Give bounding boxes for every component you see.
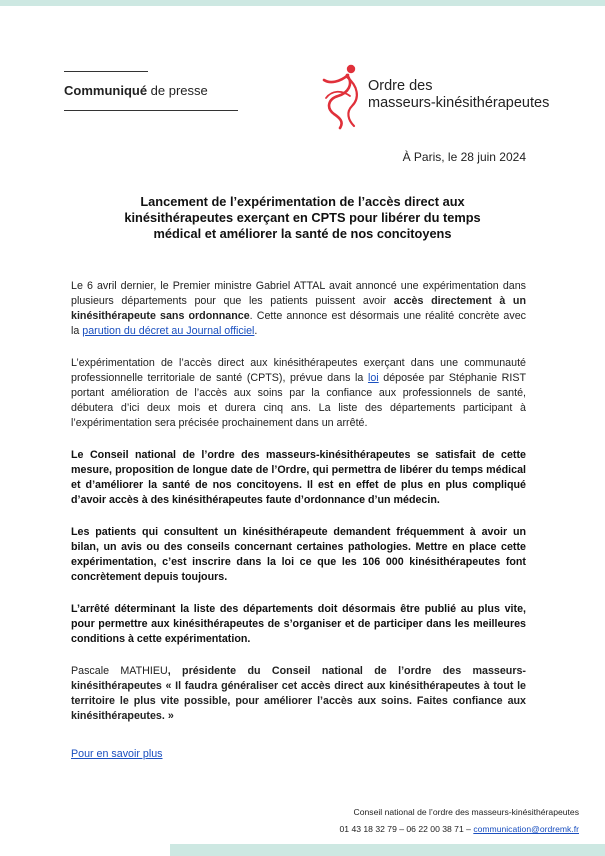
paragraph-5: L’arrêté déterminant la liste des départements doit désormais être publié au plus vite, pour permettre aux kinésithérapeutes de s’organiser et de participer dans les meilleures conditions à cette expérimentation. <box>71 603 526 645</box>
footer-org: Conseil national de l’ordre des masseurs-kinésithérapeutes <box>353 807 579 817</box>
press-label-bold: Communiqué <box>64 83 148 98</box>
paragraph-4: Les patients qui consultent un kinésithérapeute demandent fréquemment à avoir un bilan, un avis ou des conseils concernant certaines pathologies. Mettre en place cette expérimentation, c’est inscrire dans la loi ce que les 106 000 kinésithérapeutes font concrètement depuis toujours. <box>71 526 526 583</box>
press-date: À Paris, le 28 juin 2024 <box>402 150 526 164</box>
paragraph-2 <box>71 356 526 431</box>
footer-phones-line <box>340 821 580 838</box>
footer-contact <box>340 804 580 838</box>
org-name-line1: Ordre des <box>368 78 433 94</box>
footer-phones: 01 43 18 32 79 – 06 22 00 38 71 – <box>339 824 474 834</box>
p6-name: Pascale MATHIEU <box>71 665 168 677</box>
p1-text: Le 6 avril dernier, le Premier ministre Gabriel ATTAL avait annoncé une expérimentation dans plusieurs départements pour que les patients puissent avoir <box>71 280 526 307</box>
p1-text-2: . Cette annonce est désormais une réalité concrète avec la <box>71 310 526 337</box>
press-title <box>80 194 525 242</box>
organization-name <box>368 78 549 112</box>
title-line: kinésithérapeutes exerçant en CPTS pour libérer du temps <box>124 210 481 225</box>
press-body <box>71 279 526 741</box>
p2-text: L’expérimentation de l’accès direct aux kinésithérapeutes exerçant dans une communauté professionnelle territoriale de santé (CPTS), prévue dans la <box>71 357 526 384</box>
paragraph-6 <box>71 664 526 724</box>
press-release-label <box>64 83 208 98</box>
header-rule-top <box>64 71 148 72</box>
paragraph-1 <box>71 279 526 339</box>
law-link[interactable]: loi <box>367 372 379 384</box>
p1-bold: accès directement à un kinésithérapeute sans ordonnance <box>71 295 526 322</box>
order-logo-icon <box>318 60 368 130</box>
paragraph-3: Le Conseil national de l’ordre des masseurs-kinésithérapeutes se satisfait de cette mesure, proposition de longue date de l’Ordre, qui permettra de libérer du temps médical et d’améliorer la santé de nos concitoyens. Il est en effet de plus en plus compliqué d’avoir accès à des kinésithérapeutes faute d’ordonnance d’un médecin. <box>71 449 526 506</box>
title-line: médical et améliorer la santé de nos concitoyens <box>153 226 452 241</box>
email-link[interactable]: communication@ordremk.fr <box>473 824 579 834</box>
decree-link[interactable]: parution du décret au Journal officiel <box>82 325 255 337</box>
title-line: Lancement de l’expérimentation de l’accès direct aux <box>140 194 465 209</box>
p2-text-2: déposée par Stéphanie RIST portant amélioration de l’accès aux soins par la confiance aux professionnels de santé, débutera d’ici deux mois et durera cinq ans. La liste des départements participant à l’expérimentation sera précisée prochainement dans un arrêté. <box>71 372 526 429</box>
top-band <box>0 0 605 8</box>
header-rule-bottom <box>64 110 238 111</box>
p1-text-3: . <box>254 325 258 337</box>
press-label-rest: de presse <box>147 83 208 98</box>
p6-quote: , présidente du Conseil national de l’ordre des masseurs-kinésithérapeutes « Il faudra généraliser cet accès direct aux kinésithérapeutes à tout le territoire le plus vite possible, pour améliorer l’accès aux soins. Faites confiance aux kinésithérapeutes. » <box>71 665 526 722</box>
read-more-link[interactable]: Pour en savoir plus <box>71 748 163 760</box>
bottom-band <box>170 844 605 856</box>
org-name-line2: masseurs-kinésithérapeutes <box>368 95 550 111</box>
